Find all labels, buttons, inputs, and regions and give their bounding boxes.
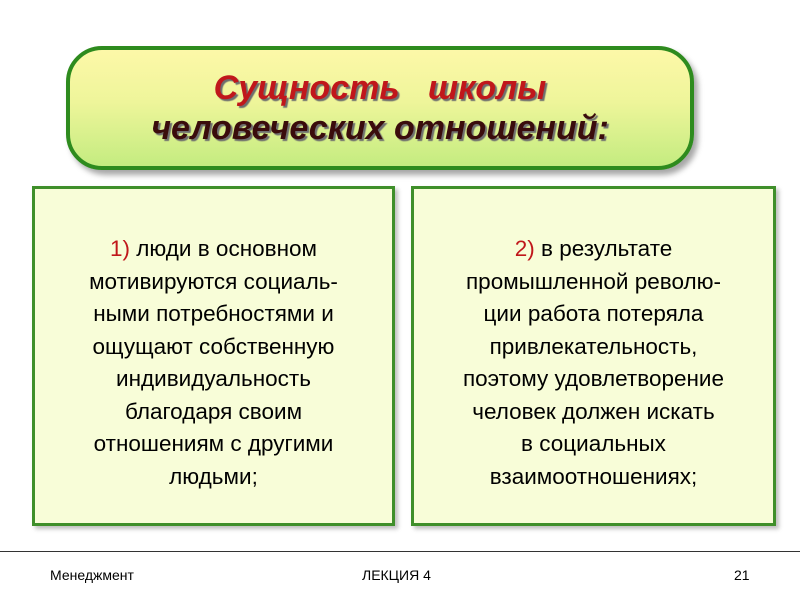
point-card-1 (32, 186, 395, 526)
footer-course: Менеджмент (50, 567, 134, 583)
point-2-line-6: человек должен искать (472, 398, 715, 424)
point-number-1: 1) (110, 236, 131, 261)
title-line-1: Сущность школы (213, 69, 547, 107)
point-2-line-8: взаимоотношениях; (489, 463, 698, 489)
point-1-line-6: благодаря своим (124, 398, 303, 424)
point-2-line-7: в социальных (521, 431, 666, 456)
point-number-2: 2) (514, 236, 535, 261)
point-2-line-4: привлекательность, (489, 333, 698, 359)
point-1-line-1: 1) люди в основном (110, 236, 317, 261)
point-1-line-4: ощущают собственную (92, 333, 335, 359)
point-2-line-1: 2) в результате (514, 236, 673, 261)
point-1-line-3: ными потребностями и (93, 301, 334, 326)
page-number: 21 (734, 567, 750, 583)
point-2-line-5: поэтому удовлетворение (462, 366, 724, 391)
point-card-2 (411, 186, 776, 526)
point-1-line-5: индивидуальность (116, 366, 311, 391)
title-banner (66, 46, 694, 170)
point-text-1 (35, 233, 392, 493)
footer-lecture: ЛЕКЦИЯ 4 (362, 567, 431, 583)
point-1-line-7: отношениям с другими (93, 431, 334, 456)
point-1-line-2: мотивируются социаль- (89, 268, 338, 294)
point-2-line-3: ции работа потеряла (483, 301, 704, 326)
point-text-2 (414, 233, 773, 493)
point-2-line-2: промышленной револю- (466, 268, 721, 294)
point-1-line-8: людьми; (169, 463, 258, 489)
title-line-2: человеческих отношений: (151, 109, 609, 147)
footer-divider (0, 551, 800, 552)
